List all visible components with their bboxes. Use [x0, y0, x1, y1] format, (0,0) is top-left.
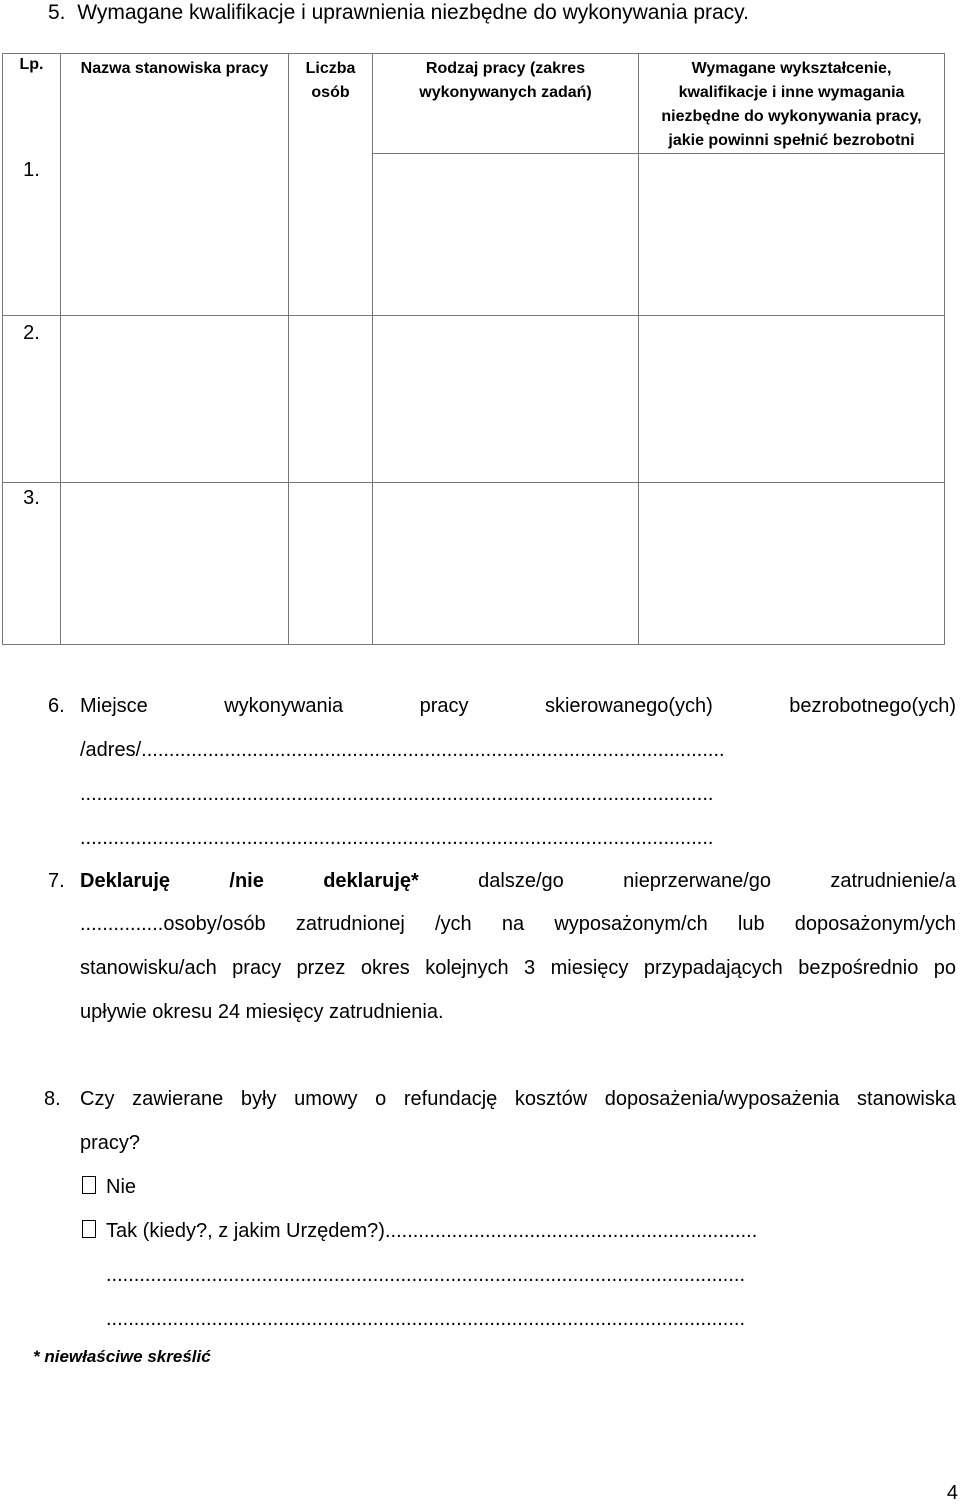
header-count-line2: osób: [311, 84, 350, 101]
row-number-1: 1.: [23, 159, 40, 181]
header-req-line3: niezbędne do wykonywania pracy,: [661, 108, 922, 125]
section-7-line1: [80, 869, 956, 893]
section-7-declaration: Deklaruję /nie deklaruję*: [80, 870, 419, 892]
header-name-cell: [61, 54, 289, 316]
table-row-2: [3, 316, 945, 483]
lp-cell-1: [3, 54, 61, 316]
header-lp: Lp.: [19, 56, 44, 73]
section-7-line4: upływie okresu 24 miesięcy zatrudnienia.: [80, 1001, 444, 1023]
section-6-number: 6.: [48, 695, 65, 717]
row-number-2: 2.: [23, 322, 40, 344]
cell-type-2: [373, 316, 639, 483]
header-count-cell: [289, 54, 373, 316]
section-6-dots-line1: ..................................................................................................................: [80, 783, 714, 805]
header-req-line2: kwalifikacje i inne wymagania: [678, 84, 905, 101]
cell-count-3: [289, 483, 373, 645]
header-count-line1: Liczba: [305, 60, 356, 77]
cell-req-3: [639, 483, 945, 645]
cell-req-2: [639, 316, 945, 483]
checkbox-yes[interactable]: [82, 1220, 96, 1238]
cell-name-2: [61, 316, 289, 483]
header-type-line1: Rodzaj pracy (zakres: [425, 60, 586, 77]
section-6-line1: Miejsce wykonywania pracy skierowanego(ych) bezrobotnego(ych): [80, 695, 956, 717]
header-req-line4: jakie powinni spełnić bezrobotni: [668, 132, 915, 149]
section-6-dots-line2: ..................................................................................................................: [80, 827, 714, 849]
section-8-line1: Czy zawierane były umowy o refundację kosztów doposażenia/wyposażenia stanowiska: [80, 1088, 956, 1110]
checkbox-no[interactable]: [82, 1176, 96, 1194]
option-yes-label: Tak (kiedy?, z jakim Urzędem?)...................................................................: [106, 1220, 758, 1242]
section-7-line3: stanowisku/ach pracy przez okres kolejnych 3 miesięcy przypadających bezpośrednio po: [80, 957, 956, 979]
header-req-line1: Wymagane wykształcenie,: [691, 60, 892, 77]
header-req-cell: [639, 54, 945, 316]
header-type-cell: [373, 54, 639, 316]
page-number: 4: [946, 1482, 958, 1504]
section-8-line2: pracy?: [80, 1132, 141, 1154]
cell-count-2: [289, 316, 373, 483]
section-5-number: 5.: [48, 1, 66, 24]
table-row-3: [3, 483, 945, 645]
header-type-line2: wykonywanych zadań): [419, 84, 592, 101]
section-7-line2: ...............osoby/osób zatrudnionej /ych na wyposażonym/ch lub doposażonym/ych: [80, 913, 956, 935]
section-6-address-line: /adres/.........................................................................................................: [80, 739, 725, 761]
section-7-number: 7.: [48, 870, 65, 892]
row-number-3: 3.: [23, 487, 40, 509]
option-no[interactable]: [82, 1175, 136, 1199]
section-5-heading: [48, 0, 749, 26]
section-7-line1-rest: dalsze/go nieprzerwane/go zatrudnienie/a: [418, 870, 956, 892]
section-8-dots-line1: ...................................................................................................................: [106, 1264, 746, 1286]
section-8-number: 8.: [44, 1088, 61, 1110]
footnote: * niewłaściwe skreślić: [33, 1347, 211, 1366]
qualifications-table: [2, 53, 945, 645]
option-yes[interactable]: [82, 1219, 922, 1243]
header-name: Nazwa stanowiska pracy: [80, 60, 269, 77]
cell-type-3: [373, 483, 639, 645]
option-no-label: Nie: [106, 1176, 137, 1198]
section-5-title: Wymagane kwalifikacje i uprawnienia niezbędne do wykonywania pracy.: [77, 1, 749, 24]
cell-name-3: [61, 483, 289, 645]
section-8-dots-line2: ...................................................................................................................: [106, 1308, 746, 1330]
